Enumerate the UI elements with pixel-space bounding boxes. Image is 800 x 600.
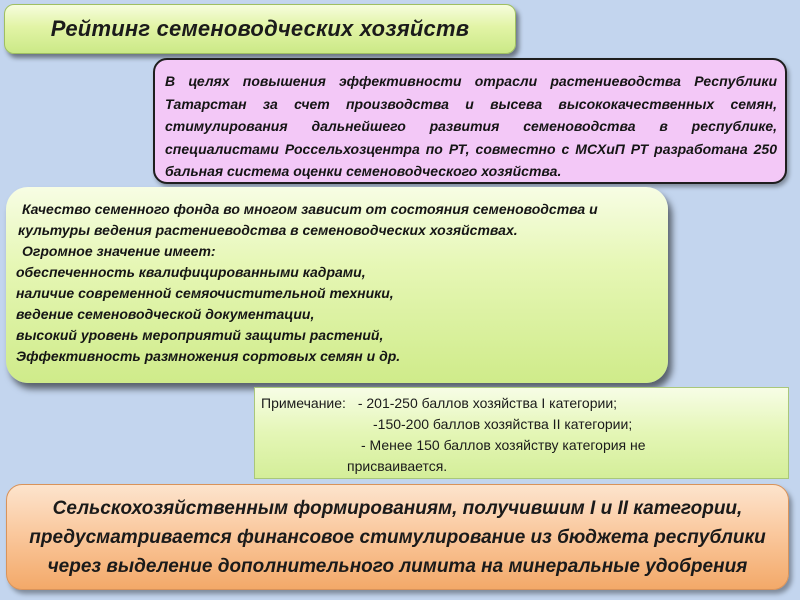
note-category-1: - 201-250 баллов хозяйства I категории; xyxy=(357,395,618,411)
note-label: Примечание: xyxy=(261,395,346,411)
funding-line: через выделение дополнительного лимита на минеральные удобрения xyxy=(47,555,748,577)
factor-item: обеспеченность квалифицированными кадрами, xyxy=(16,264,366,280)
factors-panel xyxy=(6,187,668,383)
intro-line: Татарстан за счет производства и высева высококачественных семян, xyxy=(165,95,777,112)
note-panel xyxy=(254,387,789,479)
intro-paragraph xyxy=(165,70,777,183)
funding-panel xyxy=(6,484,789,590)
factor-item: наличие современной семяочистительной техники, xyxy=(16,285,394,301)
factors-label: Огромное значение имеет: xyxy=(22,243,216,259)
factor-item: ведение семеноводческой документации, xyxy=(16,306,315,322)
factors-intro-line: Качество семенного фонда во многом зависит от состояния семеноводства и xyxy=(22,201,598,217)
factor-item: Эффективность размножения сортовых семян и др. xyxy=(16,348,401,364)
intro-panel xyxy=(153,58,787,184)
funding-line: Сельскохозяйственным формированиям, получившим I и II категории, xyxy=(52,497,743,519)
intro-line: В целях повышения эффективности отрасли растениеводства Республики xyxy=(165,73,777,89)
intro-line: специалистами Россельхозцентра по РТ, совместно с МСХиП РТ разработана xyxy=(165,140,748,157)
factors-intro-line: культуры ведения растениеводства в семеноводческих хозяйствах. xyxy=(18,222,518,238)
funding-text xyxy=(29,494,765,581)
note-category-none: - Менее 150 баллов хозяйству категория не xyxy=(361,437,646,453)
note-row xyxy=(261,393,780,414)
factor-item: высокий уровень мероприятий защиты растений, xyxy=(16,327,384,343)
funding-line: предусматривается финансовое стимулирование из бюджета республики xyxy=(29,526,766,548)
note-category-2: -150-200 баллов хозяйства II категории; xyxy=(373,416,633,432)
factors-list xyxy=(18,262,658,367)
page-title: Рейтинг семеноводческих хозяйств xyxy=(50,16,470,41)
title-banner xyxy=(4,4,516,54)
intro-line: стимулирования дальнейшего развития семеноводства в республике, xyxy=(165,118,777,134)
note-category-none-cont: присваивается. xyxy=(347,458,448,474)
intro-line: 250 бальная система оценки семеноводческого хозяйства. xyxy=(165,140,777,179)
